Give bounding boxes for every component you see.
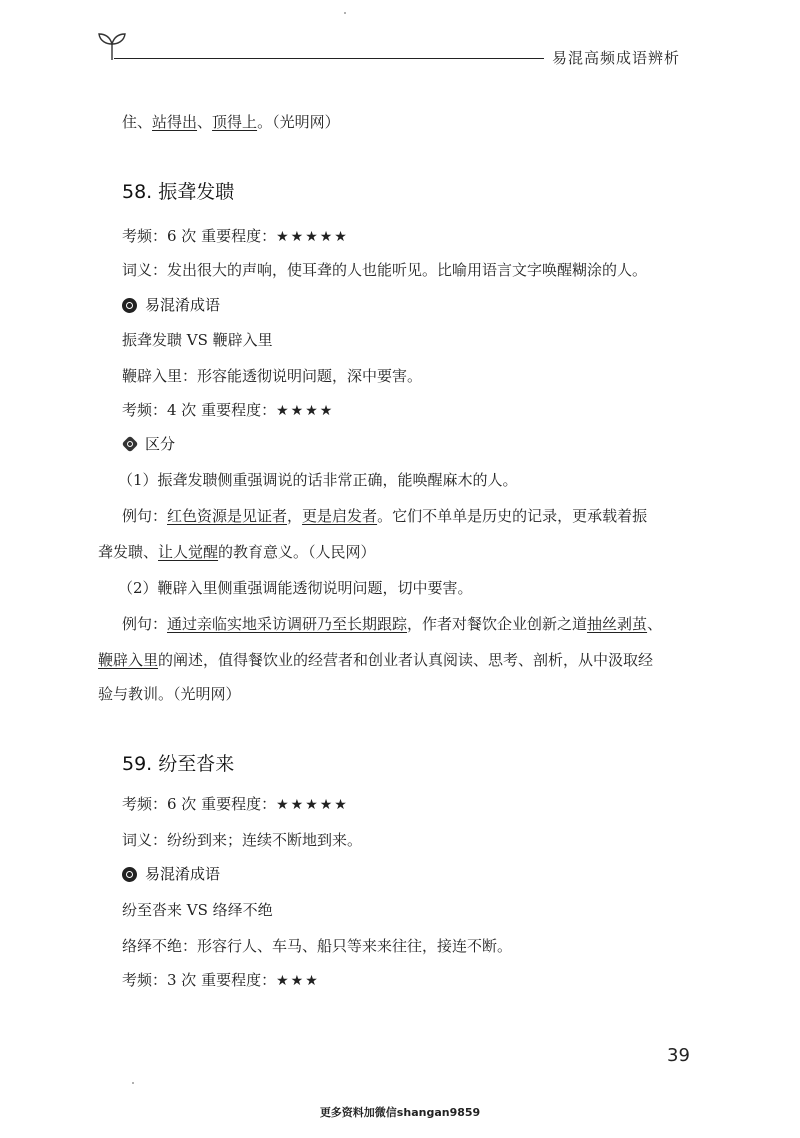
frequency-label: 考频：6 次 重要程度：	[122, 227, 277, 245]
entry-58-other-frequency	[122, 400, 334, 421]
entry-58-example-2-line-2	[98, 650, 653, 670]
intro-text: 住、	[122, 113, 153, 131]
entry-58-title: 58. 振聋发聩	[122, 181, 235, 203]
scan-speck	[344, 12, 346, 14]
entry-58-example-1-line-2	[98, 542, 376, 562]
example-label: 例句：	[122, 615, 168, 633]
header-rule	[114, 58, 544, 59]
entry-58-pair: 振聋发聩 VS 鞭辟入里	[122, 331, 273, 349]
example-underlined: 抽丝剥茧	[587, 615, 648, 633]
entry-58-meaning: 词义：发出很大的声响，使耳聋的人也能听见。比喻用语言文字唤醒糊涂的人。	[122, 261, 648, 279]
frequency-label: 考频：6 次 重要程度：	[122, 795, 277, 813]
example-text: ，作者对餐饮企业创新之道	[407, 615, 588, 633]
example-label: 例句：	[122, 507, 168, 525]
frequency-label: 考频：3 次 重要程度：	[122, 971, 277, 989]
example-text: 。它们不单单是历史的记录，更承载着振	[377, 507, 648, 525]
entry-58-other-meaning: 鞭辟入里：形容能透彻说明问题，深中要害。	[122, 367, 423, 385]
importance-stars: ★★★★★	[276, 229, 349, 245]
intro-text: 、	[197, 113, 213, 131]
example-highlighted-idiom: 聋发聩	[98, 543, 144, 561]
entry-59-other-meaning: 络绎不绝：形容行人、车马、船只等来来往往，接连不断。	[122, 937, 513, 955]
entry-59-title: 59. 纷至沓来	[122, 753, 235, 775]
example-text: 、	[143, 543, 159, 561]
example-source: 的教育意义。（人民网）	[218, 543, 376, 561]
entry-59-meaning: 词义：纷纷到来；连续不断地到来。	[122, 831, 363, 849]
confusable-icon	[122, 867, 137, 882]
example-underlined: 通过亲临实地采访调研乃至长期跟踪	[167, 615, 408, 633]
scan-speck	[132, 1082, 134, 1084]
importance-stars: ★★★	[276, 973, 320, 989]
sprout-icon	[96, 28, 128, 62]
entry-58-confusable-heading	[122, 295, 220, 315]
entry-59-other-frequency	[122, 970, 320, 991]
example-underlined: 让人觉醒	[158, 543, 219, 561]
example-highlighted-idiom: 鞭辟入里	[98, 651, 159, 669]
entry-58-frequency	[122, 226, 349, 247]
entry-58-example-2-line-3: 验与教训。（光明网）	[98, 685, 241, 703]
importance-stars: ★★★★★	[276, 797, 349, 813]
subheading-label: 易混淆成语	[145, 865, 221, 883]
example-text: 、	[647, 615, 663, 633]
example-text: 的阐述，值得餐饮业的经营者和创业者认真阅读、思考、剖析，从中汲取经	[158, 651, 654, 669]
intro-line	[122, 112, 340, 132]
page-number: 39	[667, 1045, 690, 1066]
distinguish-icon	[122, 436, 139, 453]
subheading-label: 易混淆成语	[145, 296, 221, 314]
entry-59-frequency	[122, 794, 349, 815]
frequency-label: 考频：4 次 重要程度：	[122, 401, 277, 419]
intro-underlined-1: 站得出	[152, 113, 198, 131]
entry-58-example-2-line-1	[122, 614, 662, 634]
header-title: 易混高频成语辨析	[552, 49, 681, 67]
importance-stars: ★★★★	[276, 403, 335, 419]
entry-59-pair: 纷至沓来 VS 络绎不绝	[122, 901, 273, 919]
entry-58-diff-2: （2）鞭辟入里侧重强调能透彻说明问题，切中要害。	[118, 579, 473, 597]
footer-note: 更多资料加微信shangan9859	[319, 1106, 481, 1119]
intro-underlined-2: 顶得上	[212, 113, 258, 131]
example-underlined: 红色资源是见证者	[167, 507, 288, 525]
example-underlined: 更是启发者	[302, 507, 378, 525]
intro-source: 。（光明网）	[257, 113, 340, 131]
entry-58-example-1-line-1	[122, 506, 647, 526]
entry-58-diff-1: （1）振聋发聩侧重强调说的话非常正确，能唤醒麻木的人。	[118, 471, 518, 489]
entry-58-diff-heading	[122, 434, 175, 454]
confusable-icon	[122, 298, 137, 313]
example-text: ，	[287, 507, 303, 525]
entry-59-confusable-heading	[122, 864, 220, 884]
subheading-label: 区分	[145, 435, 176, 453]
